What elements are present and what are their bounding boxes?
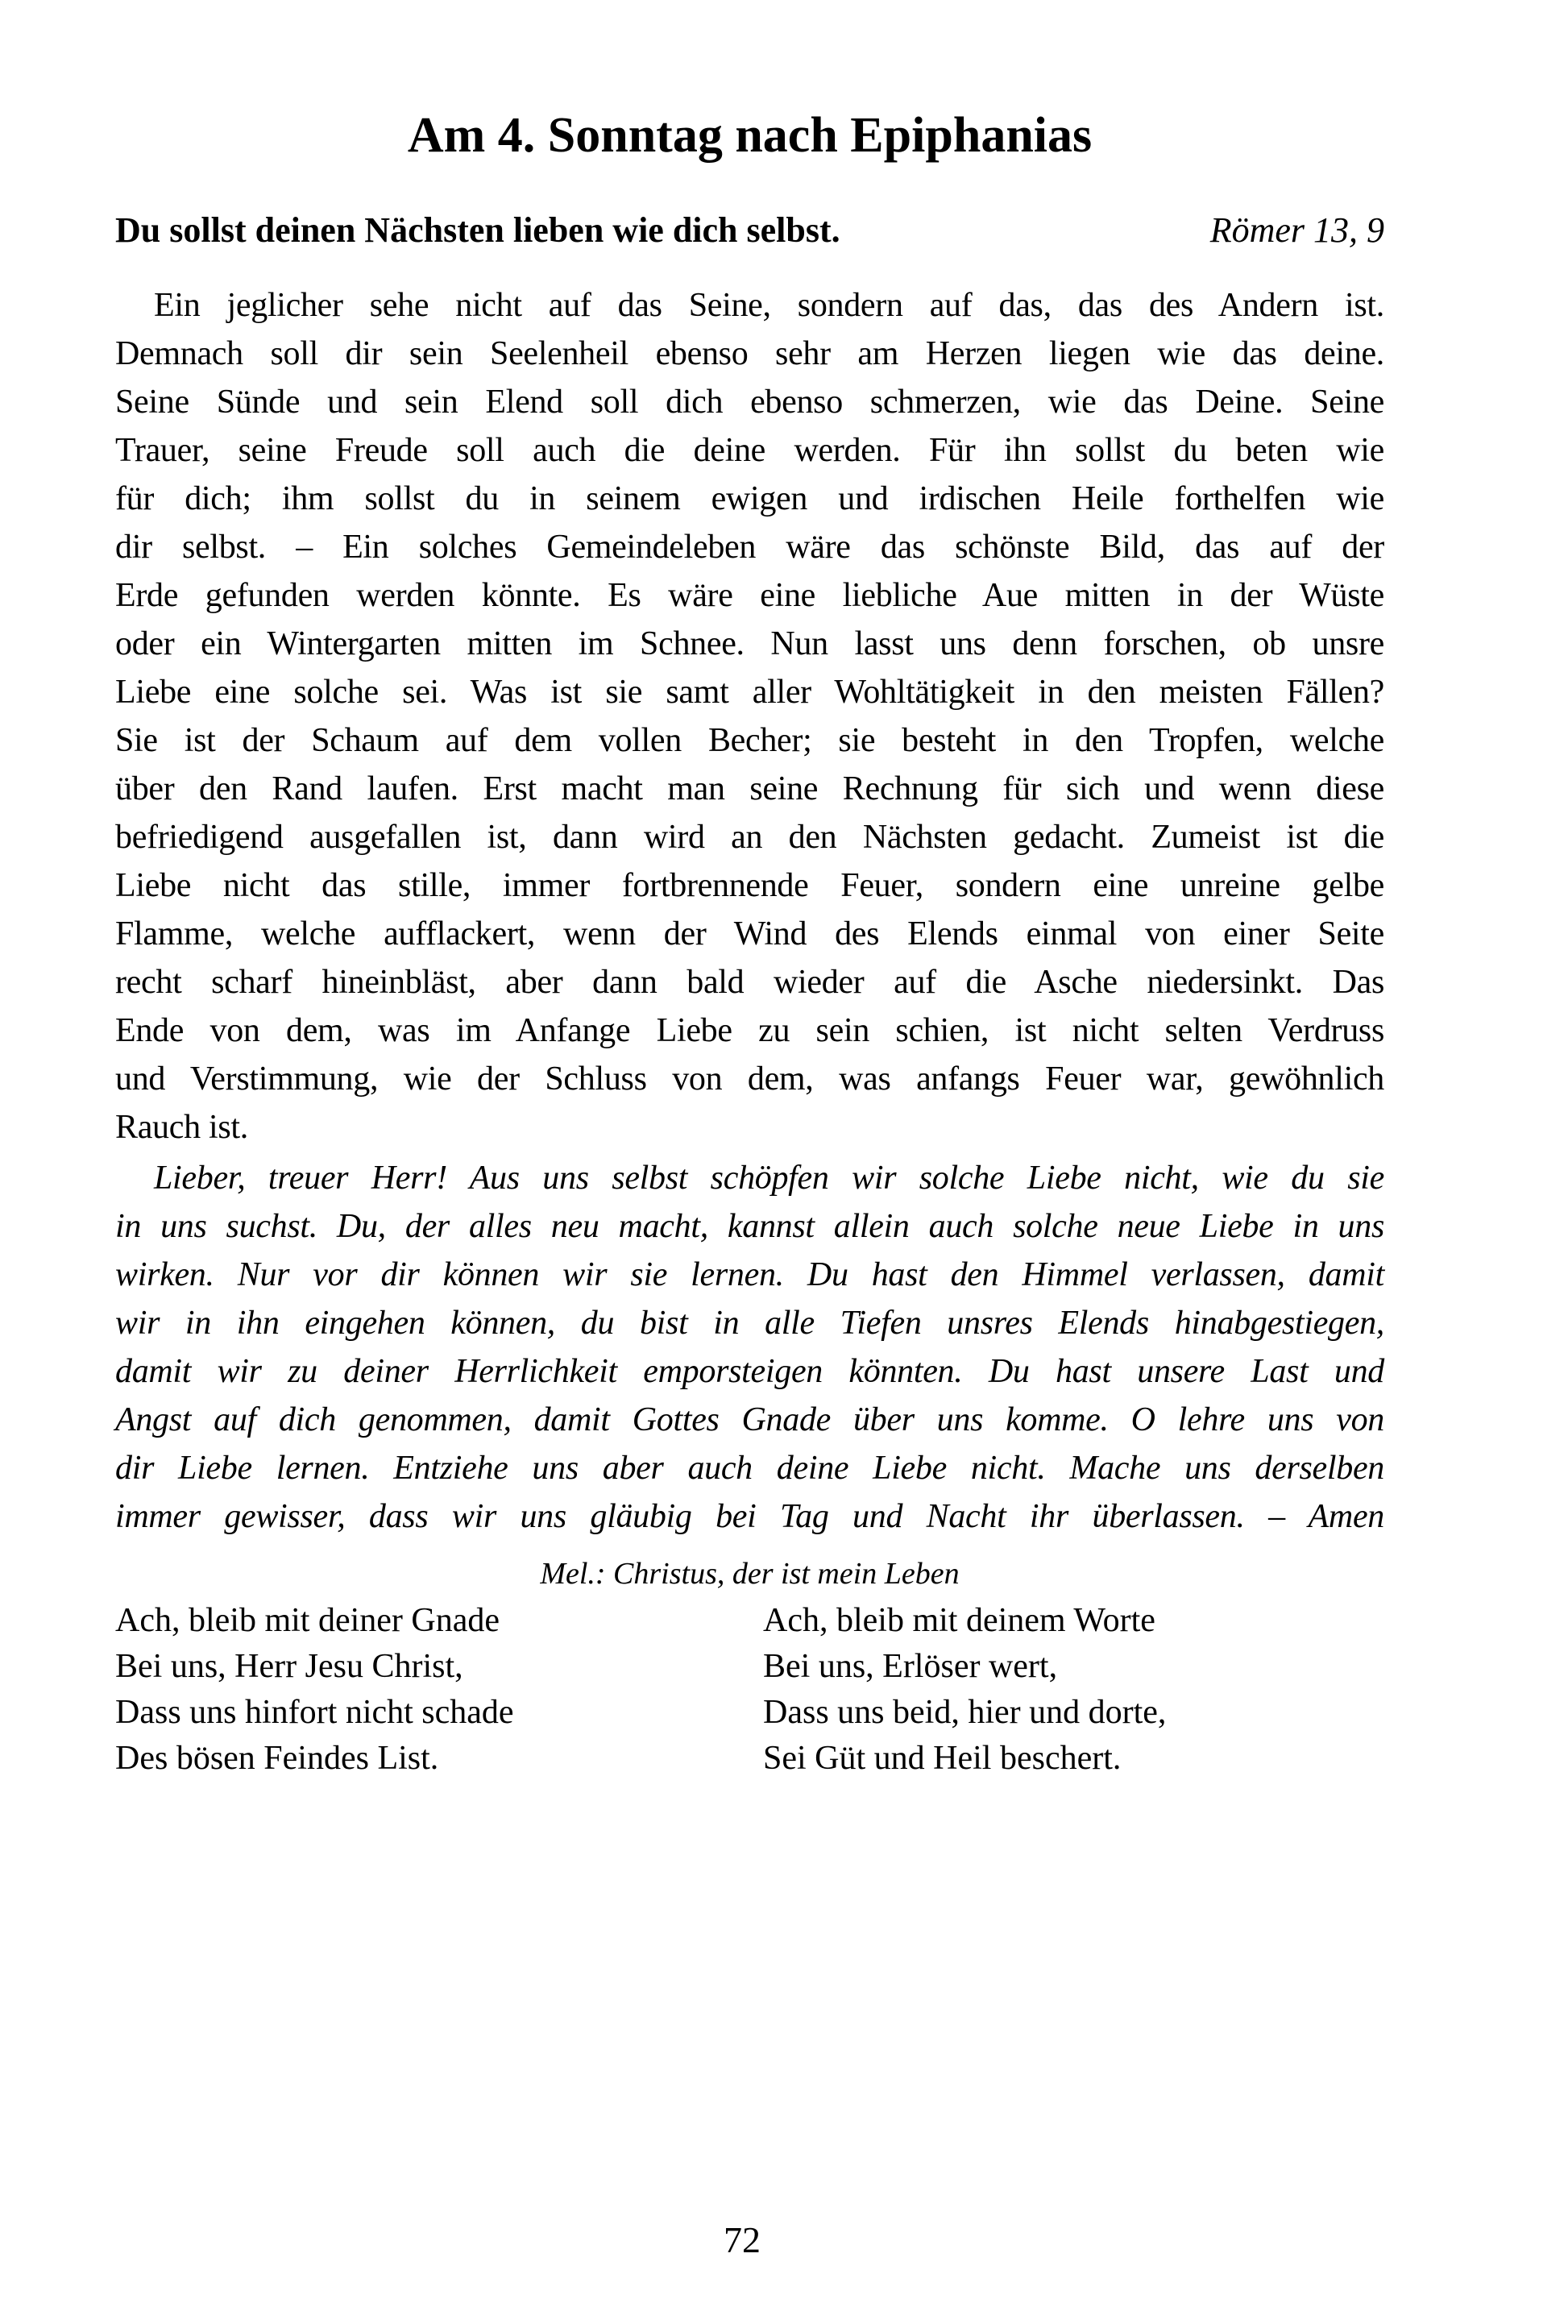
hymn-line: Sei Güt und Heil beschert. [763, 1740, 1122, 1777]
hymn-verse-1 [115, 1598, 763, 1782]
devotion-paragraph [115, 281, 1384, 1152]
prayer-paragraph [115, 1154, 1384, 1541]
devotion-line: Liebe eine solche sei. Was ist sie samt aller Wohltätigkeit in den meisten Fällen? [115, 674, 1384, 711]
prayer-line: Angst auf dich genommen, damit Gottes Gnade über uns komme. O lehre uns von [115, 1401, 1384, 1438]
prayer-line: immer gewisser, dass wir uns gläubig bei Tag und Nacht ihr überlassen. – Amen [115, 1498, 1384, 1535]
devotion-line: Demnach soll dir sein Seelenheil ebenso sehr am Herzen liegen wie das deine. [115, 335, 1384, 372]
devotion-line: dir selbst. – Ein solches Gemeindeleben wäre das schönste Bild, das auf der [115, 529, 1384, 566]
hymn-line: Ach, bleib mit deiner Gnade [115, 1602, 500, 1639]
devotion-line: recht scharf hineinbläst, aber dann bald wieder auf die Asche niedersinkt. Das [115, 964, 1384, 1001]
hymn-line: Bei uns, Erlöser wert, [763, 1648, 1058, 1685]
devotion-line: Rauch ist. [115, 1109, 248, 1146]
prayer-line: dir Liebe lernen. Entziehe uns aber auch deine Liebe nicht. Mache uns derselben [115, 1450, 1384, 1487]
prayer-line: damit wir zu deiner Herrlichkeit emporsteigen könnten. Du hast unsere Last und [115, 1353, 1384, 1390]
hymn-verses [115, 1598, 1384, 1782]
devotion-line: befriedigend ausgefallen ist, dann wird an den Nächsten gedacht. Zumeist ist die [115, 819, 1384, 856]
melody-line: Mel.: Christus, der ist mein Leben [540, 1557, 960, 1591]
devotion-line: Ein jeglicher sehe nicht auf das Seine, sondern auf das, das des Andern ist. [154, 287, 1384, 324]
devotion-line: über den Rand laufen. Erst macht man seine Rechnung für sich und wenn diese [115, 770, 1384, 807]
prayer-line: wir in ihn eingehen können, du bist in alle Tiefen unsres Elends hinabgestiegen, [115, 1305, 1384, 1342]
scripture-reference: Römer 13, 9 [1209, 210, 1384, 250]
devotion-line: Flamme, welche aufflackert, wenn der Wind des Elends einmal von einer Seite [115, 915, 1384, 952]
hymn-verse-2 [763, 1598, 1384, 1782]
hymn-line: Dass uns hinfort nicht schade [115, 1694, 514, 1731]
page-number: 72 [724, 2219, 761, 2260]
devotion-line: und Verstimmung, wie der Schluss von dem, was anfangs Feuer war, gewöhnlich [115, 1060, 1384, 1098]
hymn-line: Dass uns beid, hier und dorte, [763, 1694, 1167, 1731]
prayer-line: in uns suchst. Du, der alles neu macht, kannst allein auch solche neue Liebe in uns [115, 1208, 1384, 1245]
devotion-line: Erde gefunden werden könnte. Es wäre eine liebliche Aue mitten in der Wüste [115, 577, 1384, 614]
hymn-line: Des bösen Feindes List. [115, 1740, 439, 1777]
epigraph-text: Du sollst deinen Nächsten lieben wie dich selbst. [115, 210, 840, 250]
devotion-line: Ende von dem, was im Anfange Liebe zu sein schien, ist nicht selten Verdruss [115, 1012, 1384, 1049]
epigraph-row [115, 210, 1384, 251]
devotion-line: Liebe nicht das stille, immer fortbrennende Feuer, sondern eine unreine gelbe [115, 867, 1384, 904]
page-title: Am 4. Sonntag nach Epiphanias [407, 108, 1093, 163]
prayer-line: Lieber, treuer Herr! Aus uns selbst schöpfen wir solche Liebe nicht, wie du sie [154, 1160, 1384, 1197]
text-block [115, 0, 1384, 2324]
hymn-line: Bei uns, Herr Jesu Christ, [115, 1648, 463, 1685]
devotion-line: Trauer, seine Freude soll auch die deine werden. Für ihn sollst du beten wie [115, 432, 1384, 469]
devotion-line: Sie ist der Schaum auf dem vollen Becher; sie besteht in den Tropfen, welche [115, 722, 1384, 759]
prayer-line: wirken. Nur vor dir können wir sie lernen. Du hast den Himmel verlassen, damit [115, 1256, 1384, 1293]
devotion-line: oder ein Wintergarten mitten im Schnee. Nun lasst uns denn forschen, ob unsre [115, 625, 1384, 662]
hymn-line: Ach, bleib mit deinem Worte [763, 1602, 1155, 1639]
devotion-line: für dich; ihm sollst du in seinem ewigen und irdischen Heile forthelfen wie [115, 480, 1384, 517]
devotion-line: Seine Sünde und sein Elend soll dich ebenso schmerzen, wie das Deine. Seine [115, 384, 1384, 421]
